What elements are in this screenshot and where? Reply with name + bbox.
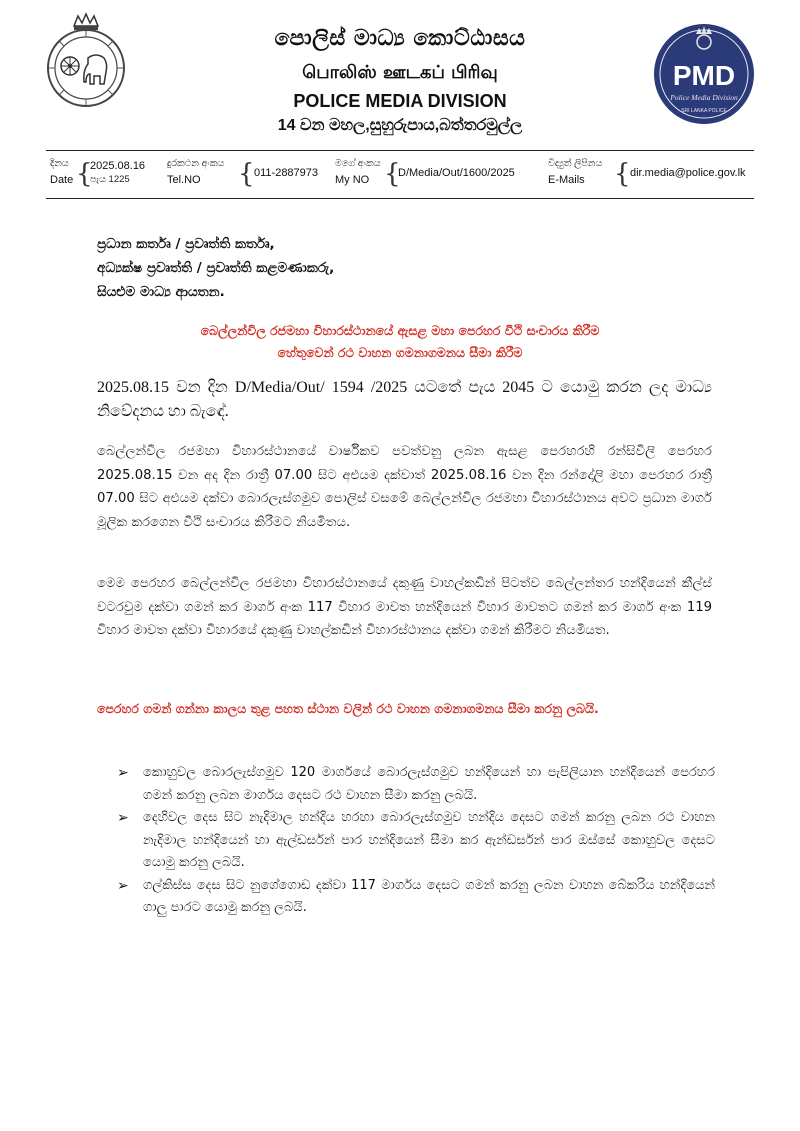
body-paragraph-2: මෙම පෙරහර බෙල්ලන්විල රජමහා විහාරස්ථානයේ දකුණු වාහල්කඩින් පිටත්ව බෙල්ලන්තර හන්දියෙන් කීල්ස් වටරවුම දක්වා ගමන් කර මාර්ග අංක 117 විහාර මාවත හන්දියෙන් විහාර මාවතට ගමන් කර මාර්ග අංක 119 විහාර මාවත දක්වා විහාරයේ දකුණු වාහල්කඩින් විහාරස්ථානය දක්වා ගමන් කිරීමට නියමියත.	[97, 576, 712, 638]
reference-paragraph: 2025.08.15 වන දින D/Media/Out/ 1594 /2025 යටතේ පැය 2045 ට යොමු කරන ලද මාධ්‍ය නිවේදනය හා බැඳේ.	[97, 379, 712, 420]
brace-divider: {	[76, 159, 93, 189]
list-item	[117, 807, 715, 875]
addressee-block	[97, 232, 717, 304]
brace-divider: {	[614, 159, 631, 189]
addressee-line: අධ්‍යක්ෂ ප්‍රවෘත්ති / ප්‍රවෘත්ති කළමණාකරු,	[97, 260, 335, 276]
brace-divider: {	[238, 159, 255, 189]
header-title-tamil: பொலிஸ் ஊடகப் பிரிவு	[302, 62, 498, 83]
arrow-bullet-icon: ➢	[117, 765, 129, 781]
brace-divider: {	[384, 159, 401, 189]
pmd-logo-text: PMD	[672, 60, 736, 91]
tel-label-en: Tel.NO	[167, 174, 201, 186]
info-email-labels	[548, 158, 602, 187]
info-bottom-rule	[46, 198, 754, 199]
subject-line: බෙල්ලන්විල රජමහා විහාරස්ථානයේ ඇසළ මහා පෙරහර වීථි සංචාරය කිරීම	[200, 323, 600, 338]
addressee-line: ප්‍රධාන කර්තෘ / ප්‍රවෘත්ති කර්තෘ,	[97, 236, 275, 252]
restrictions-list	[117, 762, 715, 920]
time-value: පැය 1225	[90, 174, 130, 185]
list-item	[117, 875, 715, 920]
addressee-line: සියළුම මාධ්‍ය ආයතන.	[97, 284, 225, 300]
my-no-label-en: My NO	[335, 174, 370, 186]
pmd-logo-sub-text: SRI LANKA POLICE	[681, 108, 727, 114]
header-address: 14 වන මහල,සුහුරුපාය,බත්තරමුල්ල	[277, 117, 523, 134]
tel-label-si: දුරකථන අංකය	[167, 158, 225, 169]
subject-heading	[95, 320, 705, 364]
info-myno-value	[398, 166, 515, 180]
email-label-en: E-Mails	[548, 174, 585, 186]
pmd-logo-ring-text: Police Media Division	[670, 93, 738, 102]
info-myno-labels	[335, 158, 381, 187]
email-label-si: විද්‍යුත් ලිපිනය	[548, 158, 603, 169]
info-date-labels	[50, 158, 73, 187]
info-tel-value	[254, 166, 318, 180]
date-label-si: දිනය	[50, 158, 69, 169]
date-value: 2025.08.16	[90, 160, 146, 172]
restriction-text: කොහුවල බොරලැස්ගමුව 120 මාර්ගයේ බොරලැස්ගමුව හන්දියෙන් හා පැපිලියාන හන්දියෙන් පෙරහර ගමන් කරනු ලබන මාර්ගය දෙසට රථ වාහන සීමා කරනු ලබයි.	[143, 765, 715, 803]
arrow-bullet-icon: ➢	[117, 877, 129, 894]
my-no-label-si: මගේ අංකය	[335, 158, 381, 169]
info-email-value	[630, 166, 746, 180]
tel-value: 011-2887973	[254, 167, 319, 179]
restriction-text: ගල්කිස්ස දෙස සිට නුගේගොඩ දක්වා 117 මාර්ගය දෙසට ගමන් කරනු ලබන වාහන බේකරිය හන්දියෙන් ගාලු පාරට යොමු කරනු ලබයි.	[143, 877, 715, 915]
body-paragraph-1: බෙල්ලන්විල රජමහා විහාරස්ථානයේ වාර්ෂිකව පවත්වනු ලබන ඇසළ පෙරහරහි රන්සිවිලි පෙරහර 2025.08.15 වන අද දින රාත්‍රී 07.00 සිට අළුයම දක්වාත් 2025.08.16 වන දින රන්දෝලි මහා පෙරහර රාත්‍රී 07.00 සිට අළුයම දක්වා බොරලැස්ගමුව පොලිස් වසමේ බෙල්ලන්විල රජමහා විහාරස්ථානය අවට ප්‍රධාන මාර්ග මූලික කරගෙන වීථි සංචාරය කිරීමට නියමිතය.	[97, 444, 712, 530]
my-no-value: D/Media/Out/1600/2025	[398, 167, 515, 179]
restrictions-heading: පෙරහර ගමන් ගන්නා කාලය තුළ පහත ස්ථාන වලින් රථ වාහන ගමනාගමනය සීමා කරනු ලබයි.	[97, 701, 599, 716]
subject-line: හේතුවෙන් රථ වාහන ගමනාගමනය සීමා කිරීම	[277, 345, 523, 360]
header-title-english: POLICE MEDIA DIVISION	[293, 91, 507, 111]
arrow-bullet-icon: ➢	[117, 810, 129, 826]
info-top-rule	[46, 150, 754, 151]
date-label-en: Date	[50, 174, 74, 186]
info-date-values	[90, 158, 145, 186]
list-item	[117, 762, 715, 807]
email-value: dir.media@police.gov.lk	[630, 167, 746, 179]
restriction-text: දෙහිවල දෙස සිට නැදිමාල හන්දිය හරහා බොරලැස්ගමුව හන්දිය දෙසට ගමන් කරනු ලබන රථ වාහන නැදිමාල හන්දියෙන් හා ඇල්ඩර්සන් පාර හන්දියෙන් සීමා කර ඇන්ඩර්සන් පාර ඔස්සේ කොහුවල දෙසට යොමු කරනු ලබයි.	[143, 810, 715, 870]
info-tel-labels	[167, 158, 224, 187]
header-title-sinhala: පොලිස් මාධ්‍ය කොට්ඨාසය	[274, 26, 526, 51]
